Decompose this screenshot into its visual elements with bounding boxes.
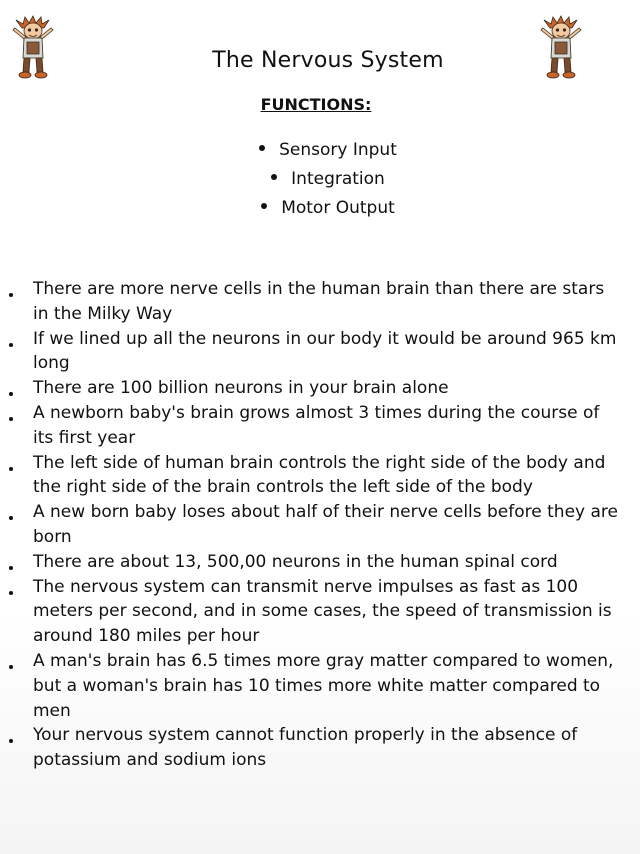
page-title: The Nervous System	[212, 48, 444, 73]
fact-text: There are more nerve cells in the human brain than there are stars in the Milky Way	[33, 279, 605, 324]
fact-item	[0, 575, 640, 649]
bullet-icon	[9, 591, 13, 595]
fact-item	[0, 500, 640, 550]
fact-text: Your nervous system cannot function properly in the absence of potassium and sodium ions	[33, 725, 578, 771]
bullet-icon	[259, 145, 265, 151]
bullet-icon	[9, 566, 13, 570]
fact-item	[0, 401, 640, 451]
functions-heading: FUNCTIONS:	[260, 95, 372, 114]
functions-list	[0, 136, 640, 223]
fact-text: A new born baby loses about half of their nerve cells before they are born	[33, 502, 618, 547]
bullet-icon	[261, 203, 267, 209]
fact-item	[0, 723, 640, 773]
bullet-icon	[9, 467, 13, 471]
bullet-icon	[271, 174, 277, 180]
fact-item	[0, 277, 640, 327]
fact-text: If we lined up all the neurons in our body it would be around 965 km long	[33, 328, 617, 374]
bullet-icon	[9, 293, 13, 297]
function-item-label: Sensory Input	[279, 140, 397, 160]
function-item-label: Integration	[291, 169, 385, 189]
fact-item	[0, 649, 640, 723]
fact-item	[0, 327, 640, 377]
fact-item	[0, 451, 640, 501]
facts-list	[0, 277, 640, 773]
bullet-icon	[9, 739, 13, 743]
bullet-icon	[9, 665, 13, 669]
fact-text: The left side of human brain controls the right side of the body and the right side of the brain controls the left side of the body	[33, 452, 606, 498]
fact-item	[0, 376, 640, 401]
fact-text: There are 100 billion neurons in your brain alone	[33, 378, 449, 399]
function-item-label: Motor Output	[281, 198, 395, 218]
function-item	[0, 194, 640, 223]
bullet-icon	[9, 516, 13, 520]
function-item	[0, 165, 640, 194]
fact-text: There are about 13, 500,00 neurons in the human spinal cord	[33, 551, 558, 572]
fact-item	[0, 550, 640, 575]
bullet-icon	[9, 343, 13, 347]
bullet-icon	[9, 392, 13, 396]
fact-text: A man's brain has 6.5 times more gray matter compared to women, but a woman's brain has 10 times more white matter compared to men	[33, 650, 614, 721]
bullet-icon	[9, 417, 13, 421]
fact-text: A newborn baby's brain grows almost 3 times during the course of its first year	[33, 402, 600, 448]
function-item	[0, 136, 640, 165]
fact-text: The nervous system can transmit nerve impulses as fast as 100 meters per second, and in some cases, the speed of transmission is around 180 miles per hour	[33, 576, 612, 647]
